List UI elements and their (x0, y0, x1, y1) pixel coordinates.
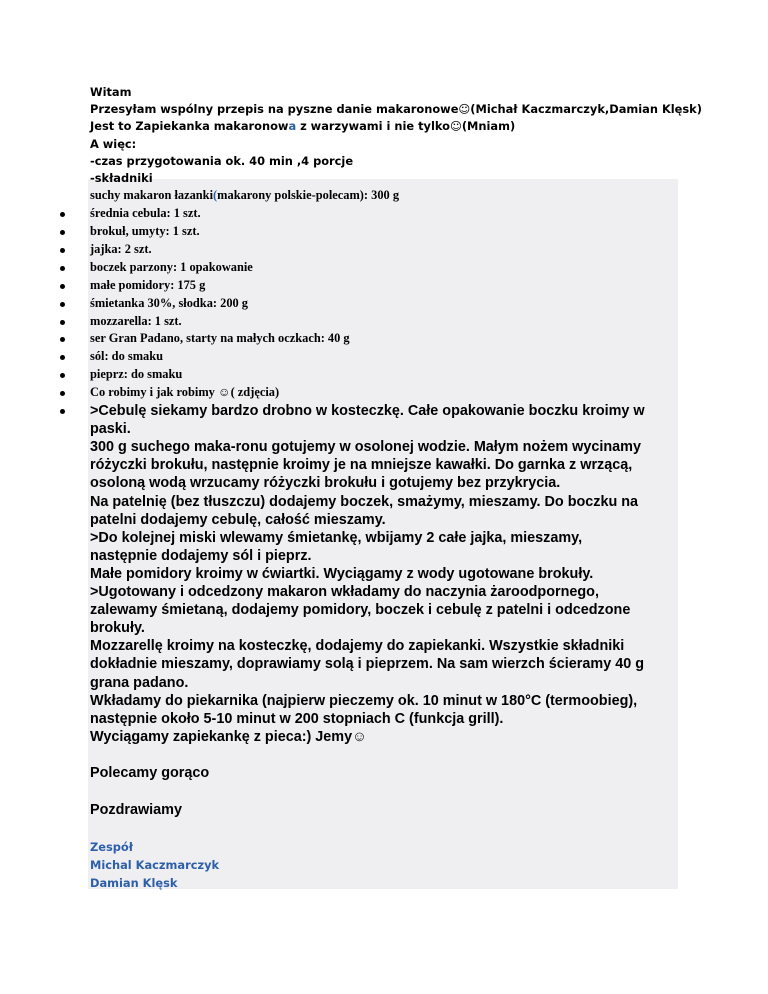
step-line: >Ugotowany i odcedzony makaron wkładamy do naczynia żaroodpornego, (90, 584, 599, 601)
ingredient-item: mozzarella: 1 szt. (90, 313, 680, 331)
step-line: Małe pomidory kroimy w ćwiartki. Wyciągamy z wody ugotowane brokuły. (90, 565, 594, 582)
ingredient-item: ser Gran Padano, starty na małych oczkach: 40 g (90, 330, 680, 348)
ingredient-item: małe pomidory: 175 g (90, 277, 680, 295)
step-line: paski. (90, 421, 131, 438)
step-bullet (60, 409, 65, 414)
steps-block (90, 402, 680, 746)
intro-line-4: -czas przygotowania ok. 40 min ,4 porcje (90, 153, 354, 168)
ingredient-item: boczek parzony: 1 opakowanie (90, 259, 680, 277)
step-line: następnie około 5-10 minut w 200 stopniach C (funkcja grill). (90, 710, 504, 727)
intro-line-1: Przesyłam wspólny przepis na pyszne danie makaronowe☺(Michał Kaczmarczyk,Damian Klęsk) (90, 102, 702, 117)
step-line: grana padano. (90, 674, 189, 691)
step-line: zalewamy śmietaną, dodajemy pomidory, boczek i cebulę z patelni i odcedzone (90, 602, 631, 619)
step-line: dokładnie mieszamy, doprawiamy solą i pieprzem. Na sam wierzch ścieramy 40 g (90, 656, 645, 673)
signature-name-2: Damian Klęsk (90, 876, 178, 891)
step-line: Na patelnię (bez tłuszczu) dodajemy boczek, smażymy, mieszamy. Do boczku na (90, 493, 639, 510)
ingredients-list (90, 187, 680, 402)
signature-block (90, 838, 680, 893)
intro-block (90, 84, 702, 187)
intro-line-2: Jest to Zapiekanka makaronowa z warzywami i nie tylko☺(Mniam) (90, 119, 516, 134)
closing-regards: Pozdrawiamy (90, 801, 182, 818)
document-body (90, 84, 702, 892)
step-line: Wyciągamy zapiekankę z pieca:) Jemy☺ (90, 728, 367, 745)
ingredient-item: śmietanka 30%, słodka: 200 g (90, 295, 680, 313)
ingredient-item: jajka: 2 szt. (90, 241, 680, 259)
ingredient-item: Co robimy i jak robimy ☺( zdjęcia) (90, 384, 680, 402)
step-line: 300 g suchego maka-ronu gotujemy w osolonej wodzie. Małym nożem wycinamy (90, 439, 641, 456)
step-line: brokuły. (90, 620, 145, 637)
step-line: >Do kolejnej miski wlewamy śmietankę, wbijamy 2 całe jajka, mieszamy, (90, 529, 583, 546)
step-line: Wkładamy do piekarnika (najpierw pieczemy ok. 10 minut w 180°C (termoobieg), (90, 692, 638, 709)
step-line: osoloną wodą wrzucamy różyczki brokułu i gotujemy bez przykrycia. (90, 475, 561, 492)
signature-team: Zespół (90, 839, 133, 854)
greeting: Witam (90, 85, 132, 99)
ingredient-item: sól: do smaku (90, 348, 680, 366)
intro-line-3: A więc: (90, 136, 137, 151)
step-line: >Cebulę siekamy bardzo drobno w kosteczkę. Całe opakowanie boczku kroimy w (90, 403, 645, 420)
signature-name-1: Michal Kaczmarczyk (90, 858, 220, 873)
step-line: różyczki brokułu, następnie kroimy je na mniejsze kawałki. Do garnka z wrzącą, (90, 457, 633, 474)
ingredient-item: pieprz: do smaku (90, 366, 680, 384)
step-line: następnie dodajemy sól i pieprz. (90, 547, 312, 564)
intro-line-5: -składniki (90, 171, 153, 186)
ingredient-item-0: suchy makaron łazanki(makarony polskie-polecam): 300 g (90, 188, 400, 203)
closing-recommend: Polecamy gorąco (90, 764, 210, 781)
ingredient-item: brokuł, umyty: 1 szt. (90, 223, 680, 241)
ingredient-item: średnia cebula: 1 szt. (90, 205, 680, 223)
step-line: patelni dodajemy cebulę, całość mieszamy. (90, 511, 386, 528)
step-line: Mozzarellę kroimy na kosteczkę, dodajemy do zapiekanki. Wszystkie składniki (90, 638, 625, 655)
